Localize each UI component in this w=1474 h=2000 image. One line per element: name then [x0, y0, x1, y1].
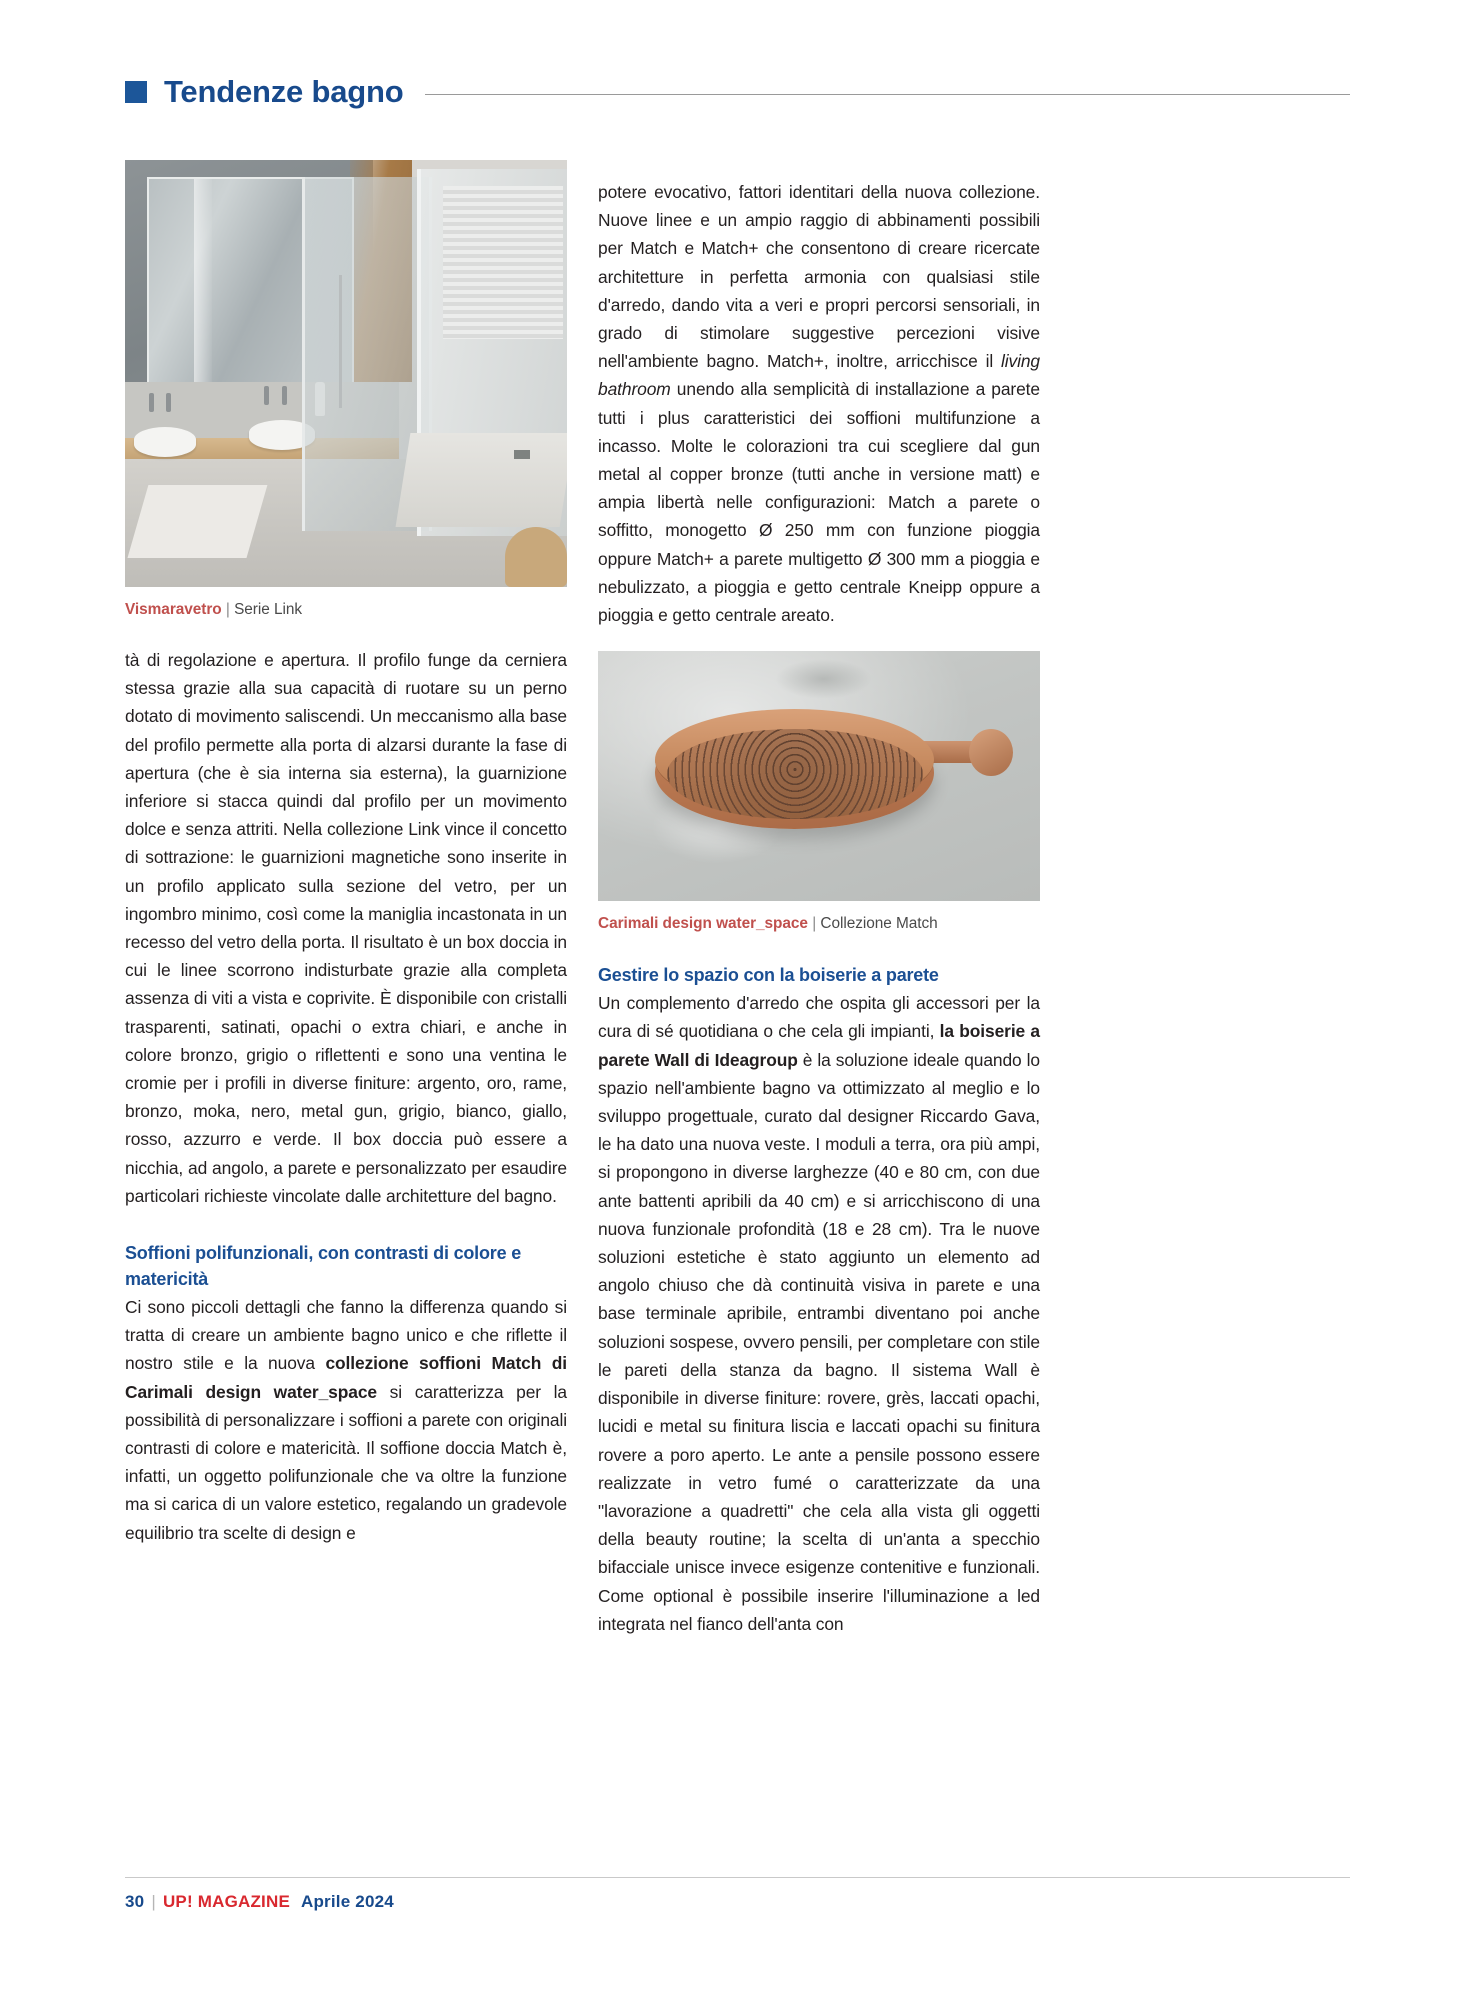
right-paragraph-1 — [598, 178, 1040, 629]
header-divider — [425, 94, 1350, 95]
footer-divider — [125, 1877, 1350, 1878]
page-header — [125, 72, 1350, 112]
photo-stool — [505, 527, 567, 587]
footer-magazine-name: UP! MAGAZINE — [162, 1892, 290, 1911]
right-paragraph-1-a: potere evocativo, fattori identitari della nuova collezione. Nuove linee e un ampio raggio di abbinamenti possibili per Match e Match+ che consentono di creare ricercate architetture in perfetta armonia con qualsiasi stile d'arredo, dando vita a veri e propri percorsi sensoriali, in grado di stimolare suggestive percezioni visive nell'ambiente bagno. Match+, inoltre, arricchisce il — [598, 182, 1040, 372]
figure-caption — [598, 913, 1040, 934]
right-paragraph-2-pre: Un complemento d'arredo che ospita gli accessori per la cura di sé quotidiana o che cela gli impianti, — [598, 993, 1040, 1042]
photo-bath-mat — [128, 485, 268, 558]
footer-issue-date: Aprile 2024 — [301, 1892, 394, 1911]
caption-separator: | — [225, 601, 230, 618]
photo-shower-tray — [396, 433, 567, 527]
caption-text: Serie Link — [234, 601, 303, 618]
photo-window-blind — [443, 186, 562, 340]
photo-tap — [264, 386, 269, 405]
left-paragraph-2 — [125, 1293, 567, 1547]
caption-brand: Carimali design water_space — [598, 915, 808, 933]
left-paragraph-1: tà di regolazione e apertura. Il profilo funge da cerniera stessa grazie alla sua capacità di ruotare su un perno dotato di movimento saliscendi. Un meccanismo alla base del profilo permette alla porta di alzarsi durante la fase di apertura (che è sia interna sia esterna), la guarnizione inferiore si stacca quindi dal profilo per un movimento dolce e senza attriti. Nella collezione Link vince il concetto di sottrazione: le guarnizioni magnetiche sono inserite in un profilo applicato sulla sezione del vetro, per un ingombro minimo, così come la maniglia incastonata in un recesso del vetro della porta. Il risultato è un box doccia in cui le linee scorrono indisturbate grazie alla completa assenza di viti a vista e coprivite. È disponibile con cristalli trasparenti, satinati, opachi o extra chiari, e anche in colore bronzo, grigio o riflettenti e sono una ventina le cromie per i profili in diverse finiture: argento, oro, rame, bronzo, moka, nero, metal gun, grigio, bianco, giallo, rosso, azzurro e verde. Il box doccia può essere a nicchia, ad angolo, a parete e personalizzato per esaudire particolari richieste vincolate dalle architetture del bagno. — [125, 650, 567, 1206]
photo-shower-rail — [339, 275, 342, 407]
subheading-soffioni: Soffioni polifunzionali, con contrasti di colore e matericità — [125, 1243, 522, 1290]
photo-tap — [149, 393, 154, 412]
page-footer — [125, 1892, 1350, 1912]
photo-tap — [166, 393, 171, 412]
bathroom-photo — [125, 160, 567, 587]
caption-text: Collezione Match — [820, 915, 938, 933]
footer-page-number: 30 — [125, 1892, 145, 1911]
subheading-boiserie: Gestire lo spazio con la boiserie a parete — [598, 965, 939, 986]
right-column — [598, 160, 1040, 1638]
photo-tap — [282, 386, 287, 405]
footer-separator: | — [151, 1892, 156, 1911]
photo-showerhead-nozzles — [667, 729, 923, 819]
right-paragraph-1-b: unendo alla semplicità di installazione a parete tutti i plus caratteristici dei soffioni multifunzione a incasso. Molte le colorazioni tra cui scegliere dal gun metal al copper bronze (tutti anche in versione matt) e ampia libertà nelle configurazioni: Match a parete o soffitto, monogetto Ø 250 mm con funzione pioggia oppure Match+ a parete multigetto Ø 300 mm a pioggia e nebulizzato, a pioggia e getto centrale Kneipp oppure a pioggia e getto centrale areato. — [598, 379, 1040, 626]
left-paragraph-2-pre: Ci sono piccoli dettagli che fanno la differenza quando si tratta di creare un ambiente bagno unico e che riflette il nostro stile e la nuova — [125, 1297, 567, 1374]
header-square-icon — [125, 81, 147, 103]
photo-basin — [134, 427, 196, 457]
right-paragraph-2-bold: la boiserie a parete Wall di Ideagroup — [598, 1021, 1040, 1070]
left-column — [125, 160, 567, 1547]
right-paragraph-1-italic: living bathroom — [598, 351, 1040, 400]
showerhead-photo — [598, 651, 1040, 901]
photo-drain — [514, 450, 530, 459]
figure-carimali — [598, 651, 1040, 934]
figure-caption — [125, 599, 567, 620]
right-paragraph-2-post: è la soluzione ideale quando lo spazio nell'ambiente bagno va ottimizzato al meglio e lo sviluppo progettuale, curato dal designer Riccardo Gava, le ha dato una nuova veste. I moduli a terra, ora più ampi, si propongono in diverse larghezze (40 e 80 cm, con due ante battenti apribili da 40 cm) e si arricchiscono di una nuova funzionale profondità (18 e 28 cm). Tra le nuove soluzioni estetiche è stato aggiunto un elemento ad angolo chiuso che dà continuità visiva in parete e una base terminale apribile, entrambi diventano poi anche soluzioni sospese, ovvero pensili, per completare con stile le pareti della stanza da bagno. Il sistema Wall è disponibile in diverse finiture: rovere, grès, laccati opachi, lucidi e metal su finitura liscia e laccati opachi su finitura rovere a poro aperto. Le ante a pensile possono essere realizzate in vetro fumé o caratterizzate da una "lavorazione a quadretti" che cela alla vista gli oggetti della beauty routine; la scelta di un'anta a specchio bifacciale unisce invece esigenze contenitive e funzionali. Come optional è possibile inserire l'illuminazione a led integrata nel fianco dell'anta con — [598, 1049, 1040, 1634]
left-paragraph-2-post: si caratterizza per la possibilità di personalizzare i soffioni a parete con originali contrasti di colore e matericità. Il soffione doccia Match è, infatti, un oggetto polifunzionale che va oltre la funzione ma si carica di un valore estetico, regalando un gradevole equilibrio tra scelte di design e — [125, 1381, 567, 1543]
right-paragraph-2 — [598, 989, 1040, 1638]
caption-brand: Vismaravetro — [125, 601, 222, 618]
caption-separator: | — [812, 915, 817, 933]
left-paragraph-2-bold: collezione soffioni Match di Carimali design water_space — [125, 1353, 567, 1402]
page-title: Tendenze bagno — [164, 74, 404, 109]
figure-vismaravetro — [125, 160, 567, 620]
